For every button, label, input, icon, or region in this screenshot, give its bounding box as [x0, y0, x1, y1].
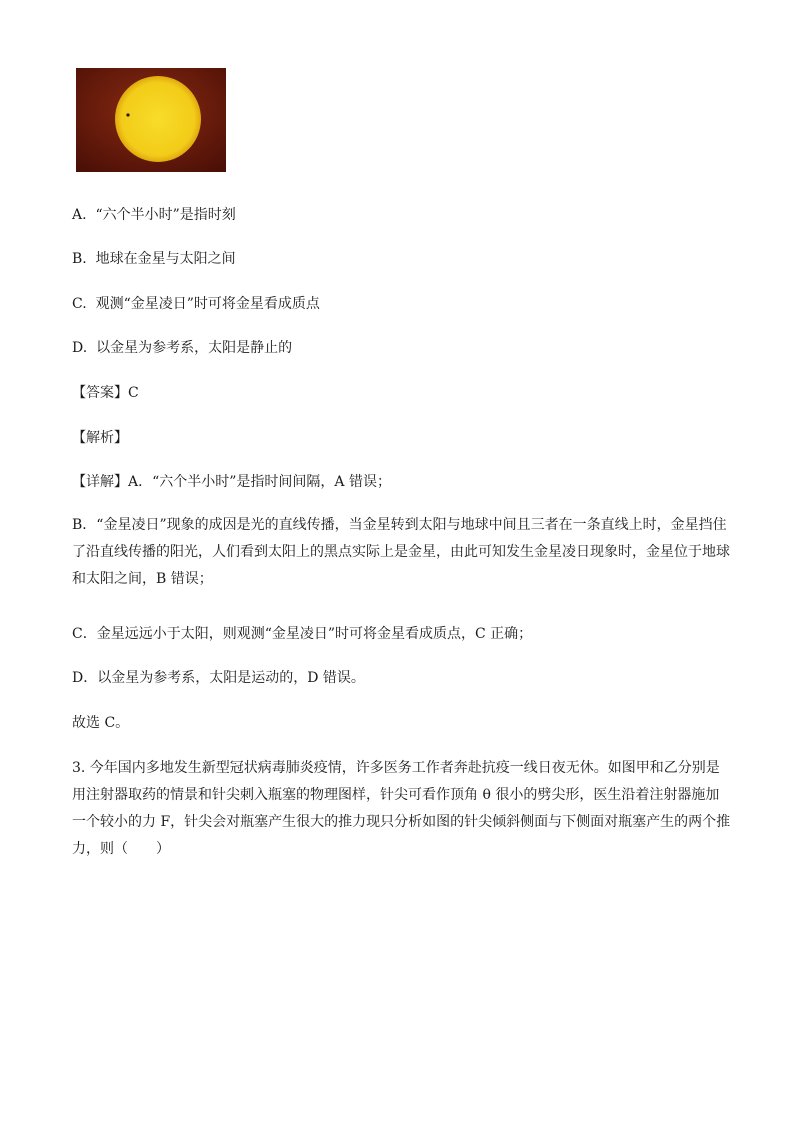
analysis-tag: 【解析】 [72, 430, 128, 446]
option-c-label: C. [72, 296, 87, 312]
detail-c: C．金星远远小于太阳，则观测“金星凌日”时可将金星看成质点，C 正确； [72, 626, 533, 642]
venus-transit-photo [76, 68, 226, 172]
option-b-label: B. [72, 251, 87, 267]
question-3: 3. 今年国内多地发生新型冠状病毒肺炎疫情，许多医务工作者奔赴抗疫一线日夜无休。如图甲和乙分别是用注射器取药的情景和针尖刺入瓶塞的物理图样，针尖可看作顶角 θ 很小的劈尖形，医生沿着注射器施加一个较小的力 F，针尖会对瓶塞产生很大的推力现只分析如图的针尖倾斜侧面与下侧面对瓶塞产生的两个推力，则（ ） [72, 760, 731, 857]
option-d-label: D. [72, 340, 88, 356]
detail-a-text: A．“六个半小时”是指时间间隔，A 错误； [128, 474, 391, 490]
answer-line [72, 385, 139, 401]
detail-a [72, 474, 391, 490]
option-d-text: 以金星为参考系，太阳是静止的 [96, 340, 293, 356]
option-c-text: 观测“金星凌日”时可将金星看成质点 [95, 296, 320, 312]
conclusion: 故选 C。 [72, 715, 130, 731]
detail-b: B．“金星凌日”现象的成因是光的直线传播，当金星转到太阳与地球中间且三者在一条直线上时，金星挡住了沿直线传播的阳光，人们看到太阳上的黑点实际上是金星，由此可知发生金星凌日现象时，金星位于地球和太阳之间，B 错误； [72, 517, 730, 587]
option-a-label: A. [72, 207, 87, 223]
sun-disk [115, 76, 201, 162]
option-c [72, 296, 320, 312]
answer-value: C [128, 385, 139, 401]
answer-tag: 【答案】 [72, 385, 128, 401]
detail-tag: 【详解】 [72, 474, 128, 490]
analysis-heading [72, 430, 128, 446]
option-d [72, 340, 292, 356]
venus-dot [126, 113, 129, 116]
detail-d: D．以金星为参考系，太阳是运动的，D 错误。 [72, 670, 365, 686]
option-b [72, 251, 236, 267]
option-b-text: 地球在金星与太阳之间 [95, 251, 236, 267]
option-a [72, 207, 236, 223]
option-a-text: “六个半小时”是指时刻 [95, 207, 236, 223]
